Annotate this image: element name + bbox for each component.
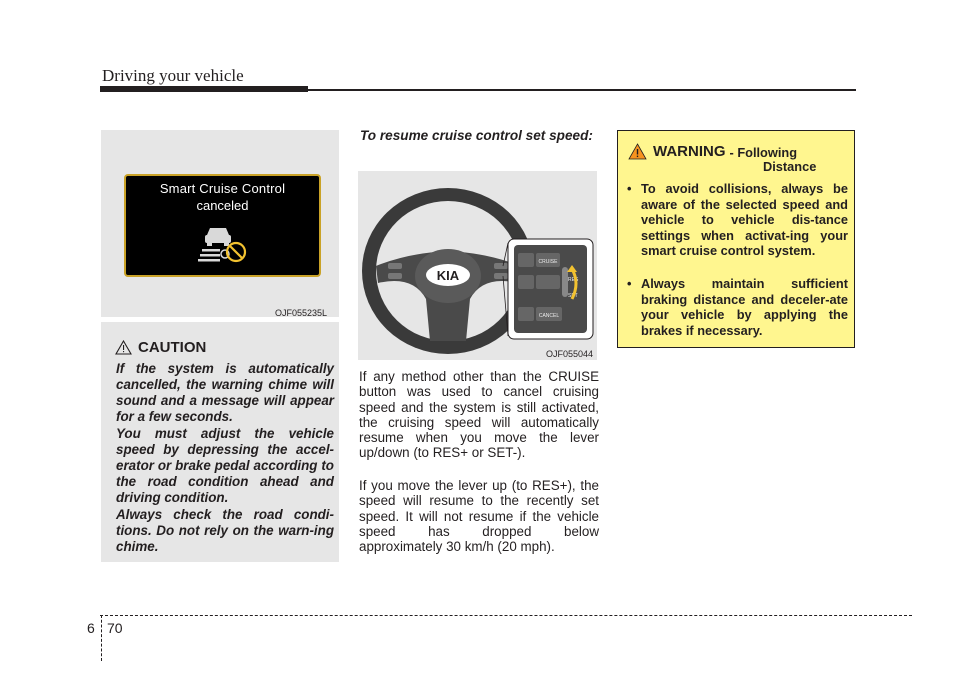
footer-divider [101,615,102,661]
cluster-display-screen [124,174,321,277]
warning-title: WARNING [653,143,726,160]
caution-header [115,339,206,356]
cruise-canceled-icon [198,224,250,264]
header-rule-thin [308,89,856,91]
caution-box [101,322,339,562]
warning-item [618,181,854,259]
kia-logo-text: KIA [436,268,460,283]
footer-rule [100,615,912,616]
cancel-label: CANCEL [538,313,560,319]
section-title: Driving your vehicle [102,66,244,85]
caution-paragraph: If the system is automatically cancelled, the warning chime will sound and a message will appear for a few seconds. [116,361,334,424]
steering-wheel-figure [358,171,597,360]
resume-heading: To resume cruise control set speed: [360,128,593,143]
caution-paragraph: Always check the road condi-tions. Do not rely on the warn-ing chime. [116,507,334,554]
figure-caption: OJF055044 [546,349,594,359]
warning-list [618,276,854,338]
body-paragraph: If you move the lever up (to RES+), the speed will resume to the recently set speed. It will not resume if the vehicle speed has dropped below approximately 30 km/h (20 mph). [359,478,599,555]
caution-triangle-icon [115,340,132,355]
bullet: • [627,181,632,196]
figure-caption: OJF055235L [275,308,328,318]
set-label: SET [568,293,578,299]
cruise-button-label: CRUISE [538,259,558,265]
body-paragraph: If any method other than the CRUISE button was used to cancel cruising speed and the system is still activated, the cruising speed will automatically resume when you move the lever up/down (to RES+ or SET-). [359,369,599,461]
warning-triangle-icon [628,143,647,160]
warning-item [618,276,854,338]
warning-item-text: To avoid collisions, always be aware of the selected speed and vehicle to vehicle dis-tance settings when activat-ing your smart cruise control system. [641,181,848,258]
bullet: • [627,276,632,291]
warning-subtitle-cont: Distance [763,159,817,174]
res-label: RES [568,277,579,283]
warning-subtitle: - Following [729,145,798,160]
caution-paragraph: You must adjust the vehicle speed by depressing the accel-erator or brake pedal according to the road condition ahead and driving condition. [116,426,334,505]
warning-box [617,130,855,348]
caution-title: CAUTION [138,339,207,356]
display-message-line2: canceled [196,198,249,213]
steering-wheel-illustration [358,171,597,360]
warning-list [618,181,854,259]
header-rule-thick [100,86,308,92]
page-number: 70 [107,620,123,636]
chapter-number: 6 [87,620,95,636]
warning-item-text: Always maintain sufficient braking distance and deceler-ate your vehicle by applying the brakes if necessary. [641,276,848,338]
display-message-line1: Smart Cruise Control [159,181,286,196]
